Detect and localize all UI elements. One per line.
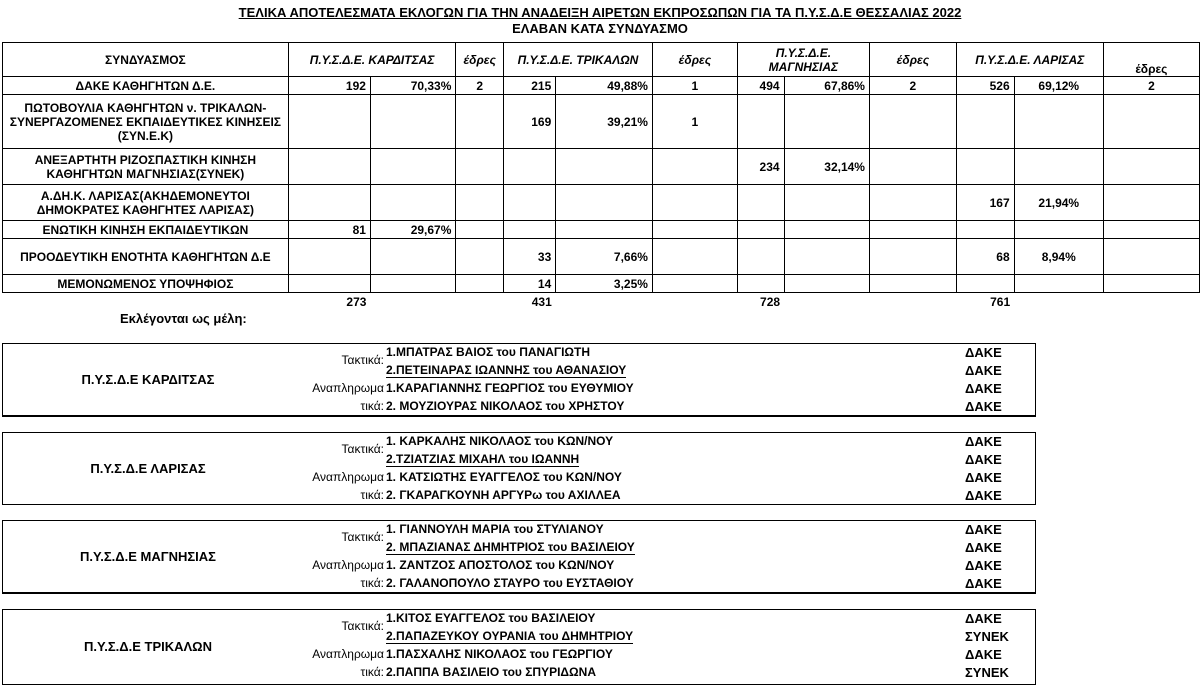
header-magnesia: Π.Υ.Σ.Δ.Ε. ΜΑΓΝΗΣΙΑΣ <box>737 43 869 77</box>
member-role: Τακτικά: <box>341 442 384 456</box>
member-role: Τακτικά: <box>341 619 384 633</box>
total-magnesia: 728 <box>760 294 781 309</box>
magnesia-percent: 32,14% <box>784 149 869 185</box>
karditsa-votes <box>288 185 370 221</box>
larisa-percent <box>1014 149 1103 185</box>
member-party: ΔΑΚΕ <box>965 611 1002 626</box>
member-party: ΣΥΝΕΚ <box>965 665 1009 680</box>
member-party: ΔΑΚΕ <box>965 452 1002 467</box>
larisa-percent: 21,94% <box>1014 185 1103 221</box>
member-party: ΔΑΚΕ <box>965 522 1002 537</box>
magnesia-votes: 494 <box>737 77 784 95</box>
larisa-votes <box>956 95 1014 149</box>
member-row <box>3 434 1037 456</box>
magnesia-seats <box>869 221 956 239</box>
larisa-seats <box>1103 185 1199 221</box>
magnesia-votes <box>737 221 784 239</box>
total-trikala: 431 <box>531 294 552 309</box>
member-role: τικά: <box>360 576 384 590</box>
member-row <box>3 647 1037 665</box>
member-role: τικά: <box>360 665 384 679</box>
karditsa-percent <box>370 185 455 221</box>
member-party: ΔΑΚΕ <box>965 434 1002 449</box>
member-group <box>2 609 1036 685</box>
magnesia-votes <box>737 95 784 149</box>
magnesia-seats <box>869 149 956 185</box>
trikala-percent: 49,88% <box>556 77 653 95</box>
members-heading: Εκλέγονται ως μέλη: <box>120 311 247 326</box>
karditsa-votes: 81 <box>288 221 370 239</box>
group-separator <box>2 416 1036 417</box>
larisa-votes <box>956 221 1014 239</box>
magnesia-percent <box>784 221 869 239</box>
magnesia-votes <box>737 185 784 221</box>
member-row <box>3 381 1037 399</box>
magnesia-percent <box>784 185 869 221</box>
trikala-votes: 215 <box>503 77 555 95</box>
coalition-name: ΠΩΤΟΒΟΥΛΙΑ ΚΑΘΗΓΗΤΩΝ ν. ΤΡΙΚΑΛΩΝ-ΣΥΝΕΡΓΑΖΟΜΕΝΕΣ ΕΚΠΑΙΔΕΥΤΙΚΕΣ ΚΙΝΗΣΕΙΣ (ΣΥΝ.Ε.Κ) <box>3 95 289 149</box>
trikala-votes: 33 <box>503 239 555 275</box>
trikala-seats <box>652 185 737 221</box>
trikala-seats <box>652 221 737 239</box>
member-party: ΔΑΚΕ <box>965 381 1002 396</box>
karditsa-percent <box>370 275 455 293</box>
karditsa-seats <box>456 149 504 185</box>
member-row <box>3 665 1037 683</box>
magnesia-votes <box>737 275 784 293</box>
header-seats: έδρες <box>1103 43 1199 77</box>
member-name: 2. ΓΚΑΡΑΓΚΟΥΝΗ ΑΡΓΥΡω του ΑΧΙΛΛΕΑ <box>386 488 621 502</box>
trikala-votes: 169 <box>503 95 555 149</box>
coalition-name: ΔΑΚΕ ΚΑΘΗΓΗΤΩΝ Δ.Ε. <box>3 77 289 95</box>
magnesia-percent: 67,86% <box>784 77 869 95</box>
member-row <box>3 470 1037 488</box>
member-name: 2.ΠΑΠΠΑ ΒΑΣΙΛΕΙΟ του ΣΠΥΡΙΔΩΝΑ <box>386 665 597 679</box>
member-row <box>3 345 1037 367</box>
karditsa-percent <box>370 239 455 275</box>
total-karditsa: 273 <box>346 294 367 309</box>
member-name: 2.ΤΖΙΑΤΖΙΑΣ ΜΙΧΑΗΛ του ΙΩΑΝΝΗ <box>386 452 580 466</box>
karditsa-votes <box>288 95 370 149</box>
member-name: 2.ΠΕΤΕΙΝΑΡΑΣ ΙΩΑΝΝΗΣ του ΑΘΑΝΑΣΙΟΥ <box>386 363 627 377</box>
header-seats: έδρες <box>456 43 504 77</box>
board-name: Π.Υ.Σ.Δ.Ε ΜΑΓΝΗΣΙΑΣ <box>80 548 216 564</box>
larisa-votes <box>956 149 1014 185</box>
header-seats: έδρες <box>869 43 956 77</box>
karditsa-seats <box>456 221 504 239</box>
header-coalition: ΣΥΝΔΥΑΣΜΟΣ <box>3 43 289 77</box>
trikala-votes: 14 <box>503 275 555 293</box>
trikala-votes <box>503 221 555 239</box>
member-row <box>3 399 1037 417</box>
member-party: ΣΥΝΕΚ <box>965 629 1009 644</box>
karditsa-votes <box>288 149 370 185</box>
karditsa-seats: 2 <box>456 77 504 95</box>
member-name: 1.ΠΑΣΧΑΛΗΣ ΝΙΚΟΛΑΟΣ του ΓΕΩΡΓΙΟΥ <box>386 647 613 661</box>
member-row <box>3 522 1037 544</box>
magnesia-seats: 2 <box>869 77 956 95</box>
magnesia-seats <box>869 95 956 149</box>
empty-cell <box>869 293 956 311</box>
member-row <box>3 452 1037 470</box>
karditsa-seats <box>456 95 504 149</box>
magnesia-votes <box>737 239 784 275</box>
empty-cell <box>784 293 869 311</box>
member-group <box>2 520 1036 593</box>
group-separator <box>2 593 1036 594</box>
empty-cell <box>456 293 504 311</box>
member-name: 2. ΜΠΑΖΙΑΝΑΣ ΔΗΜΗΤΡΙΟΣ του ΒΑΣΙΛΕΙΟΥ <box>386 540 635 554</box>
member-party: ΔΑΚΕ <box>965 399 1002 414</box>
document-subtitle: ΕΛΑΒΑΝ ΚΑΤΑ ΣΥΝΔΥΑΣΜΟ <box>512 21 688 36</box>
empty-cell <box>556 293 653 311</box>
larisa-votes: 167 <box>956 185 1014 221</box>
table-row <box>3 275 1200 293</box>
board-name: Π.Υ.Σ.Δ.Ε ΤΡΙΚΑΛΩΝ <box>84 639 212 654</box>
larisa-seats: 2 <box>1103 77 1199 95</box>
trikala-votes <box>503 185 555 221</box>
member-name: 1. ΖΑΝΤΖΟΣ ΑΠΟΣΤΟΛΟΣ του ΚΩΝ/ΝΟΥ <box>386 558 615 572</box>
coalition-name: Α.ΔΗ.Κ. ΛΑΡΙΣΑΣ(ΑΚΗΔΕΜΟΝΕΥΤΟΙ ΔΗΜΟΚΡΑΤΕΣ ΚΑΘΗΓΗΤΕΣ ΛΑΡΙΣΑΣ) <box>3 185 289 221</box>
member-role: Αναπληρωμα <box>312 647 384 661</box>
trikala-percent: 7,66% <box>556 239 653 275</box>
member-party: ΔΑΚΕ <box>965 647 1002 662</box>
karditsa-votes <box>288 275 370 293</box>
larisa-percent: 69,12% <box>1014 77 1103 95</box>
karditsa-percent <box>370 149 455 185</box>
board-name: Π.Υ.Σ.Δ.Ε ΚΑΡΔΙΤΣΑΣ <box>81 371 215 387</box>
empty-cell <box>652 293 737 311</box>
board-name: Π.Υ.Σ.Δ.Ε ΛΑΡΙΣΑΣ <box>90 460 206 476</box>
document-title: ΤΕΛΙΚΑ ΑΠΟΤΕΛΕΣΜΑΤΑ ΕΚΛΟΓΩΝ ΓΙΑ ΤΗΝ ΑΝΑΔΕΙΞΗ ΑΙΡΕΤΩΝ ΕΚΠΡΟΣΩΠΩΝ ΓΙΑ ΤΑ Π.Υ.Σ.Δ.Ε ΘΕΣΣΑΛΙΑΣ 2022 <box>238 5 962 20</box>
member-row <box>3 540 1037 558</box>
magnesia-seats <box>869 239 956 275</box>
table-row <box>3 149 1200 185</box>
member-party: ΔΑΚΕ <box>965 558 1002 573</box>
larisa-seats <box>1103 149 1199 185</box>
karditsa-percent: 29,67% <box>370 221 455 239</box>
magnesia-percent <box>784 239 869 275</box>
member-row <box>3 576 1037 594</box>
trikala-seats <box>652 275 737 293</box>
table-row <box>3 77 1200 95</box>
larisa-percent: 8,94% <box>1014 239 1103 275</box>
totals-row <box>3 293 1200 311</box>
member-party: ΔΑΚΕ <box>965 540 1002 555</box>
karditsa-seats <box>456 239 504 275</box>
member-name: 2. ΓΑΛΑΝΟΠΟΥΛΟ ΣΤΑΥΡΟ του ΕΥΣΤΑΘΙΟΥ <box>386 576 634 590</box>
table-row <box>3 221 1200 239</box>
header-larisa: Π.Υ.Σ.Δ.Ε. ΛΑΡΙΣΑΣ <box>956 43 1103 77</box>
member-role: Τακτικά: <box>341 530 384 544</box>
empty-cell <box>1014 293 1103 311</box>
member-party: ΔΑΚΕ <box>965 363 1002 378</box>
trikala-seats <box>652 149 737 185</box>
member-group <box>2 432 1036 505</box>
header-trikala: Π.Υ.Σ.Δ.Ε. ΤΡΙΚΑΛΩΝ <box>503 43 652 77</box>
coalition-name: ΜΕΜΟΝΩΜΕΝΟΣ ΥΠΟΨΗΦΙΟΣ <box>3 275 289 293</box>
trikala-seats: 1 <box>652 77 737 95</box>
trikala-percent: 3,25% <box>556 275 653 293</box>
member-name: 1. ΚΑΤΣΙΩΤΗΣ ΕΥΑΓΓΕΛΟΣ του ΚΩΝ/ΝΟΥ <box>386 470 622 484</box>
member-role: Αναπληρωμα <box>312 558 384 572</box>
karditsa-seats <box>456 275 504 293</box>
larisa-votes <box>956 275 1014 293</box>
magnesia-percent <box>784 95 869 149</box>
member-name: 2. ΜΟΥΖΙΟΥΡΑΣ ΝΙΚΟΛΑΟΣ του ΧΡΗΣΤΟΥ <box>386 399 625 413</box>
member-name: 2.ΠΑΠΑΖΕΥΚΟΥ ΟΥΡΑΝΙΑ του ΔΗΜΗΤΡΙΟΥ <box>386 629 634 643</box>
member-name: 1.ΜΠΑΤΡΑΣ ΒΑΙΟΣ του ΠΑΝΑΓΙΩΤΗ <box>386 345 591 359</box>
member-party: ΔΑΚΕ <box>965 576 1002 591</box>
larisa-votes: 68 <box>956 239 1014 275</box>
results-table <box>2 42 1200 311</box>
total-larisa: 761 <box>990 294 1011 309</box>
member-role: Αναπληρωμα <box>312 381 384 395</box>
member-role: τικά: <box>360 488 384 502</box>
coalition-name: ΑΝΕΞΑΡΤΗΤΗ ΡΙΖΟΣΠΑΣΤΙΚΗ ΚΙΝΗΣΗ ΚΑΘΗΓΗΤΩΝ ΜΑΓΝΗΣΙΑΣ(ΣΥΝΕΚ) <box>3 149 289 185</box>
karditsa-percent <box>370 95 455 149</box>
table-row <box>3 95 1200 149</box>
member-group <box>2 343 1036 416</box>
member-name: 1.ΚΙΤΟΣ ΕΥΑΓΓΕΛΟΣ του ΒΑΣΙΛΕΙΟΥ <box>386 611 596 625</box>
magnesia-seats <box>869 275 956 293</box>
member-row <box>3 363 1037 381</box>
larisa-seats <box>1103 95 1199 149</box>
trikala-percent: 39,21% <box>556 95 653 149</box>
header-karditsa: Π.Υ.Σ.Δ.Ε. ΚΑΡΔΙΤΣΑΣ <box>288 43 456 77</box>
member-row <box>3 629 1037 647</box>
karditsa-percent: 70,33% <box>370 77 455 95</box>
larisa-seats <box>1103 275 1199 293</box>
header-seats: έδρες <box>652 43 737 77</box>
group-separator <box>2 504 1036 505</box>
empty-cell <box>1103 293 1199 311</box>
karditsa-votes: 192 <box>288 77 370 95</box>
larisa-percent <box>1014 275 1103 293</box>
member-role: Τακτικά: <box>341 353 384 367</box>
trikala-seats <box>652 239 737 275</box>
member-role: τικά: <box>360 399 384 413</box>
magnesia-votes: 234 <box>737 149 784 185</box>
larisa-percent <box>1014 95 1103 149</box>
larisa-votes: 526 <box>956 77 1014 95</box>
karditsa-votes <box>288 239 370 275</box>
larisa-seats <box>1103 221 1199 239</box>
member-name: 1. ΓΙΑΝΝΟΥΛΗ ΜΑΡΙΑ του ΣΤΥΛΙΑΝΟΥ <box>386 522 604 536</box>
trikala-seats: 1 <box>652 95 737 149</box>
member-party: ΔΑΚΕ <box>965 470 1002 485</box>
trikala-percent <box>556 185 653 221</box>
larisa-percent <box>1014 221 1103 239</box>
trikala-votes <box>503 149 555 185</box>
member-party: ΔΑΚΕ <box>965 345 1002 360</box>
table-row <box>3 239 1200 275</box>
member-name: 1. ΚΑΡΚΑΛΗΣ ΝΙΚΟΛΑΟΣ του ΚΩΝ/ΝΟΥ <box>386 434 614 448</box>
trikala-percent <box>556 149 653 185</box>
empty-cell <box>3 293 289 311</box>
karditsa-seats <box>456 185 504 221</box>
coalition-name: ΠΡΟΟΔΕΥΤΙΚΗ ΕΝΟΤΗΤΑ ΚΑΘΗΓΗΤΩΝ Δ.Ε <box>3 239 289 275</box>
empty-cell <box>370 293 455 311</box>
trikala-percent <box>556 221 653 239</box>
member-role: Αναπληρωμα <box>312 470 384 484</box>
member-name: 1.ΚΑΡΑΓΙΑΝΝΗΣ ΓΕΩΡΓΙΟΣ του ΕΥΘΥΜΙΟΥ <box>386 381 634 395</box>
larisa-seats <box>1103 239 1199 275</box>
table-row <box>3 185 1200 221</box>
magnesia-seats <box>869 185 956 221</box>
magnesia-percent <box>784 275 869 293</box>
member-row <box>3 611 1037 633</box>
member-party: ΔΑΚΕ <box>965 488 1002 503</box>
coalition-name: ΕΝΩΤΙΚΗ ΚΙΝΗΣΗ ΕΚΠΑΙΔΕΥΤΙΚΩΝ <box>3 221 289 239</box>
member-row <box>3 558 1037 576</box>
